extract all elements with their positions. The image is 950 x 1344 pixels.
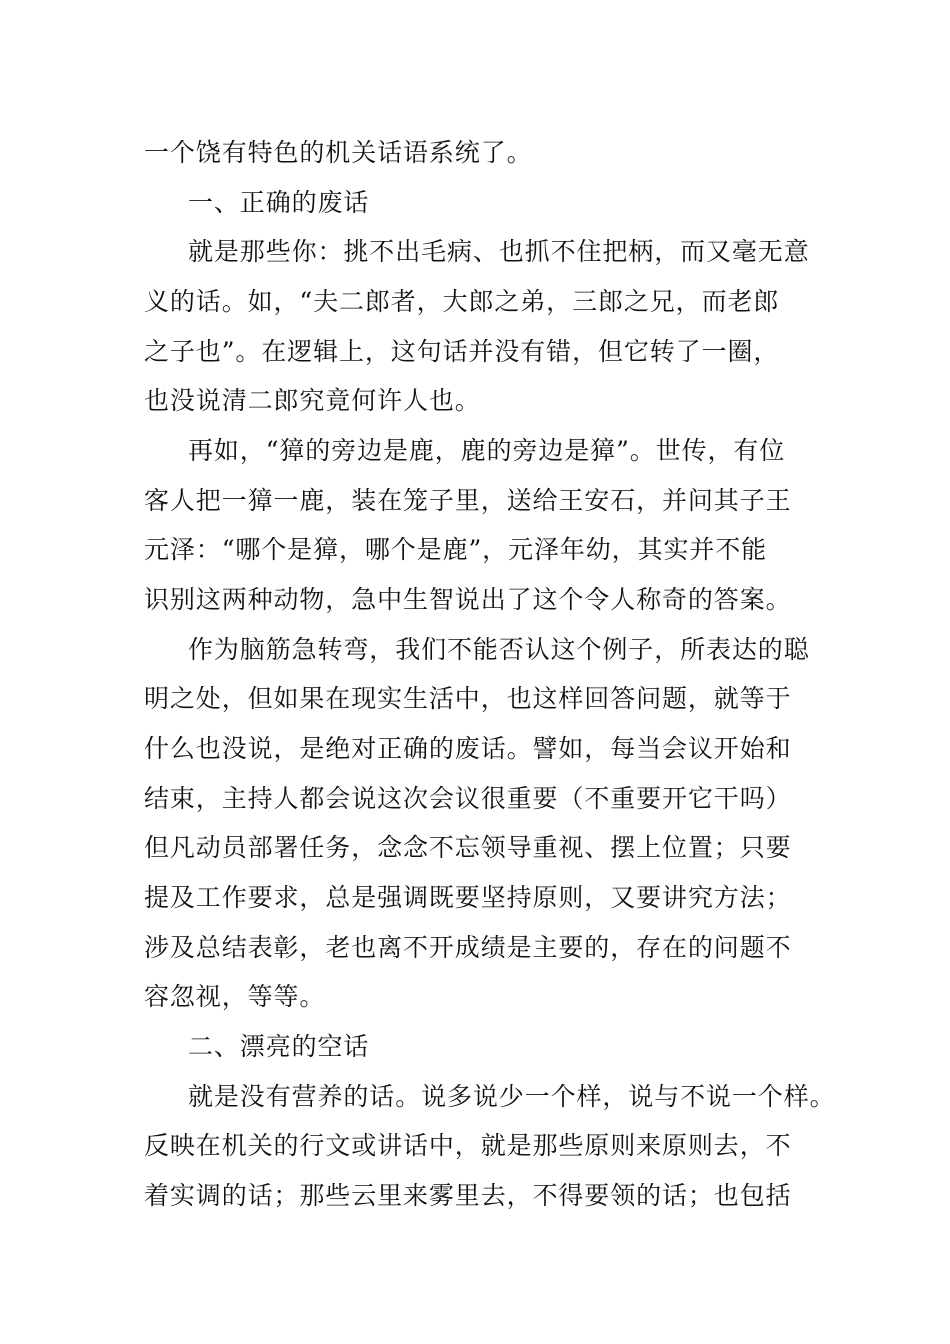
section-heading: 一、正确的废话 (188, 188, 370, 217)
text-line: 元泽：“哪个是獐，哪个是鹿”，元泽年幼，其实并不能 (144, 535, 768, 564)
text-line: 客人把一獐一鹿，装在笼子里，送给王安石，并问其子王 (144, 486, 792, 515)
text-line: 就是那些你：挑不出毛病、也抓不住把柄，而又毫无意 (188, 237, 810, 266)
text-line: 反映在机关的行文或讲话中，就是那些原则来原则去，不 (144, 1131, 792, 1160)
text-line: 涉及总结表彰，老也离不开成绩是主要的，存在的问题不 (144, 933, 792, 962)
text-line: 提及工作要求，总是强调既要坚持原则，又要讲究方法； (144, 883, 792, 912)
text-line: 什么也没说，是绝对正确的废话。譬如，每当会议开始和 (144, 734, 792, 763)
text-line: 之子也”。在逻辑上，这句话并没有错，但它转了一圈， (144, 337, 780, 366)
text-line: 结束，主持人都会说这次会议很重要（不重要开它干吗） (144, 784, 792, 813)
section-heading: 二、漂亮的空话 (188, 1032, 370, 1061)
text-line: 但凡动员部署任务，念念不忘领导重视、摆上位置；只要 (144, 833, 792, 862)
text-line: 作为脑筋急转弯，我们不能否认这个例子，所表达的聪 (188, 635, 810, 664)
text-line: 也没说清二郎究竟何许人也。 (144, 386, 481, 415)
text-line: 就是没有营养的话。说多说少一个样，说与不说一个样。 (188, 1082, 836, 1111)
text-line: 着实调的话；那些云里来雾里去，不得要领的话；也包括 (144, 1181, 792, 1210)
text-line: 一个饶有特色的机关话语系统了。 (144, 138, 533, 167)
text-line: 义的话。如，“夫二郎者，大郎之弟，三郎之兄，而老郎 (144, 287, 780, 316)
text-line: 明之处，但如果在现实生活中，也这样回答问题，就等于 (144, 684, 792, 713)
text-line: 容忽视，等等。 (144, 982, 326, 1011)
text-line: 再如，“獐的旁边是鹿，鹿的旁边是獐”。世传，有位 (188, 436, 786, 465)
text-line: 识别这两种动物，急中生智说出了这个令人称奇的答案。 (144, 585, 792, 614)
